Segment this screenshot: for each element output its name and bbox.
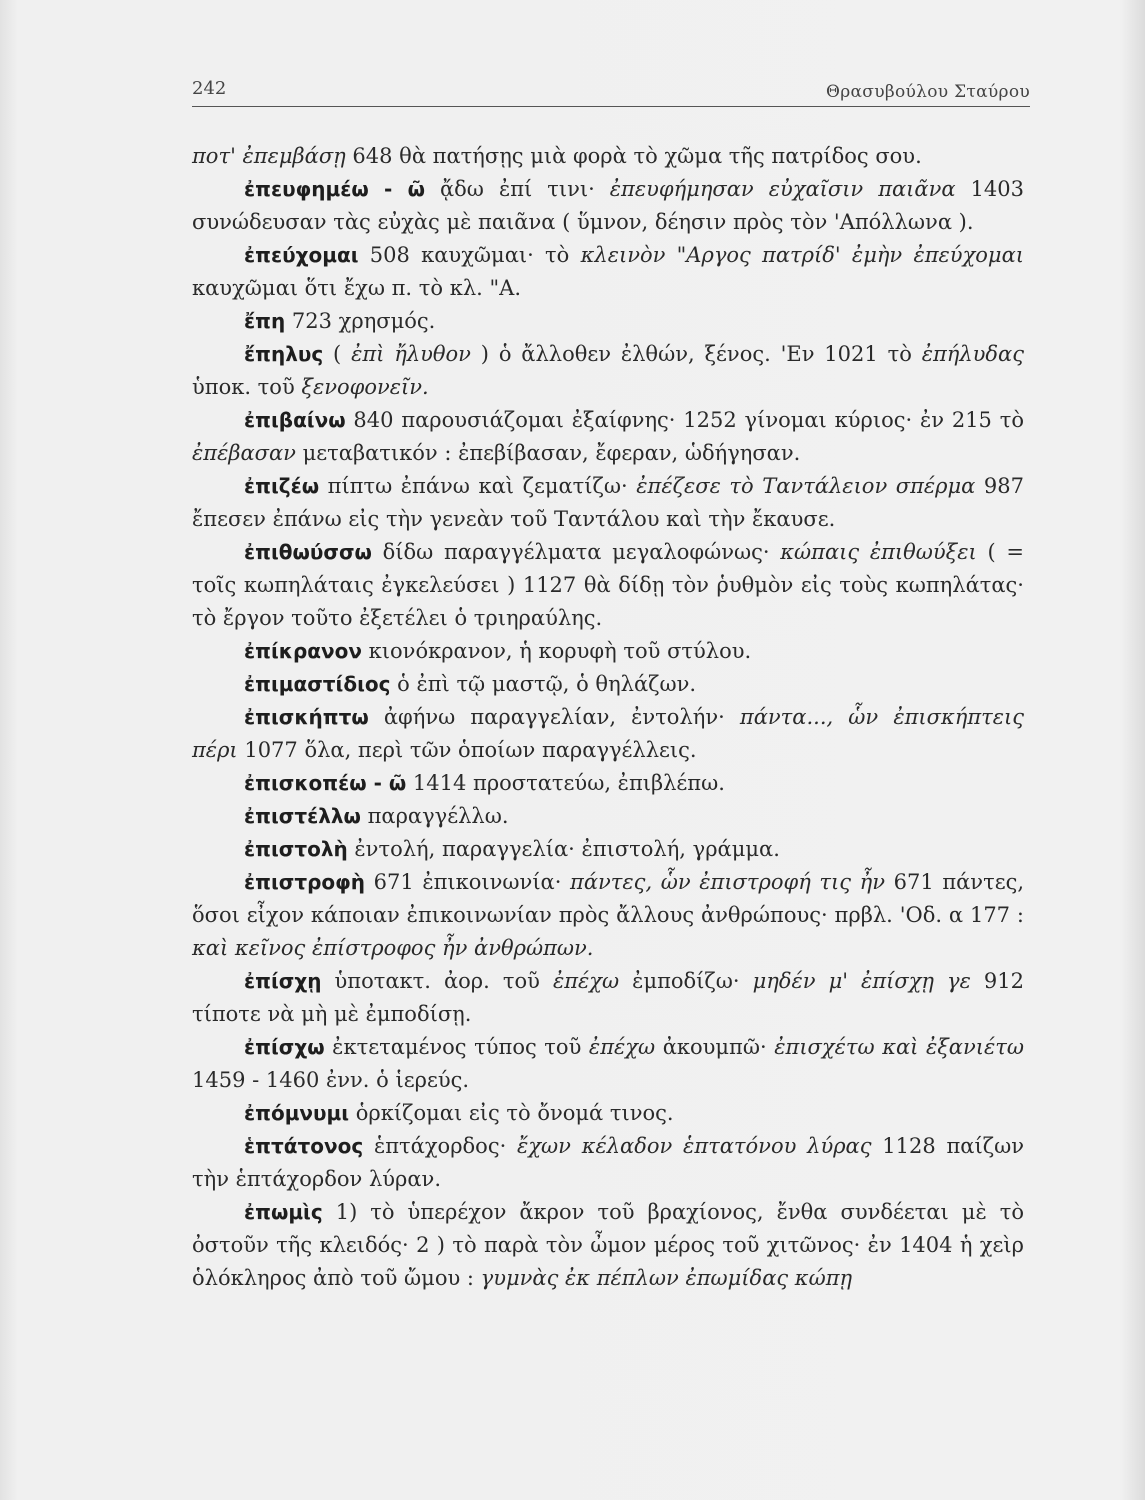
entry-headword: ἐπιστέλλω <box>244 804 361 828</box>
dictionary-entry <box>192 470 1024 536</box>
entry-headword: ἔπηλυς <box>244 342 324 366</box>
entry-headword: ἐπισκοπέω - ῶ <box>244 771 407 795</box>
entry-text: ὑποκ. τοῦ <box>192 375 302 399</box>
entry-text-italic: πάντες, ὧν ἐπιστροφή τις ἦν <box>570 870 885 894</box>
page-header <box>192 76 1030 107</box>
entry-text-italic: ξενοφονεῖν. <box>301 375 429 399</box>
dictionary-entry <box>192 701 1024 767</box>
entry-text: ἐντολή, παραγγελία· ἐπιστολή, γράμμα. <box>347 837 780 861</box>
entry-headword: ἐπιστροφὴ <box>244 870 366 894</box>
dictionary-entry <box>192 305 1024 338</box>
entry-text-italic: ἐπέχω <box>552 969 620 993</box>
entry-text: ἐκτεταμένος τύπος τοῦ <box>324 1035 589 1059</box>
dictionary-entry <box>192 800 1024 833</box>
dictionary-entry <box>192 635 1024 668</box>
entry-text: μεταβατικόν : ἐπεβίβασαν, ἔφεραν, ὡδήγησαν. <box>295 441 801 465</box>
entry-text-italic: ποτ' ἐπεμβάσῃ <box>192 144 346 168</box>
dictionary-entries <box>192 140 1024 1295</box>
entry-headword: ἐπεύχομαι <box>244 243 359 267</box>
entry-text: παραγγέλλω. <box>360 804 509 828</box>
dictionary-entry <box>192 536 1024 635</box>
entry-text: 840 παρουσιάζομαι ἐξαίφνης· 1252 γίνομαι κύριος· ἐν 215 τὸ <box>345 408 1024 432</box>
entry-text: 671 πάντες, ὅσοι εἶχον κάποιαν ἐπικοινωνίαν πρὸς ἄλλους ἀνθρώπους· πρβλ. 'Οδ. α 177 : <box>192 870 1025 927</box>
entry-headword: ἐπωμὶς <box>244 1200 323 1224</box>
entry-text: 508 καυχῶμαι· τὸ <box>358 243 581 267</box>
entry-headword: ἐπιζέω <box>244 474 320 498</box>
entry-headword: ἐπισκήπτω <box>244 705 369 729</box>
entry-headword: ἐπίσχῃ <box>244 969 322 993</box>
dictionary-entry <box>192 140 1024 173</box>
entry-text: 1128 παίζων τὴν ἑπτάχορδον λύραν. <box>192 1134 1024 1191</box>
dictionary-entry <box>192 833 1024 866</box>
entry-text: ) ὁ ἄλλοθεν ἐλθών, ξένος. 'Εν 1021 τὸ <box>470 342 922 366</box>
entry-text: πίπτω ἐπάνω καὶ ζεματίζω· <box>319 474 637 498</box>
entry-headword: ἐπίσχω <box>244 1035 325 1059</box>
entry-headword: ἐπίκρανον <box>244 639 362 663</box>
entry-headword: ἐπευφημέω - ῶ <box>244 177 425 201</box>
entry-text: ὁ ἐπὶ τῷ μαστῷ, ὁ θηλάζων. <box>390 672 697 696</box>
dictionary-entry <box>192 239 1024 305</box>
entry-text: ᾄδω ἐπί τινι· <box>424 177 610 201</box>
entry-text: κιονόκρανον, ἡ κορυφὴ τοῦ στύλου. <box>362 639 752 663</box>
entry-text-italic: ἐπήλυδας <box>921 342 1025 366</box>
dictionary-entry <box>192 1031 1024 1097</box>
dictionary-entry <box>192 965 1024 1031</box>
entry-text: ἀκουμπῶ· <box>655 1035 775 1059</box>
entry-text-italic: ἐπέζεσε τὸ Ταντάλειον σπέρμα <box>636 474 976 498</box>
entry-text-italic: κλεινὸν "Αργος πατρίδ' ἐμὴν ἐπεύχομαι <box>580 243 1024 267</box>
entry-text: ἑπτάχορδος· <box>363 1134 518 1158</box>
entry-headword: ἑπτάτονος <box>244 1134 364 1158</box>
entry-headword: ἐπιθωύσσω <box>244 540 372 564</box>
entry-text: ὁρκίζομαι εἰς τὸ ὄνομά τινος. <box>349 1101 674 1125</box>
entry-text-italic: μηδέν μ' ἐπίσχῃ γε <box>752 969 971 993</box>
entry-headword: ἐπιβαίνω <box>244 408 346 432</box>
entry-text: καυχῶμαι ὅτι ἔχω π. τὸ κλ. "Α. <box>192 276 521 300</box>
entry-text: 1403 συνώδευσαν τὰς εὐχὰς μὲ παιᾶνα ( ὕμνον, δέησιν πρὸς τὸν 'Απόλλωνα ). <box>192 177 1024 234</box>
entry-text-italic: πάντα..., ὧν ἐπισκήπτεις πέρι <box>192 705 1024 762</box>
entry-text: 1459 - 1460 ἐνν. ὁ ἱερεύς. <box>192 1068 470 1092</box>
entry-text-italic: γυμνὰς ἐκ πέπλων ἐπωμίδας κώπῃ <box>480 1266 853 1290</box>
entry-text: δίδω παραγγέλματα μεγαλοφώνως· <box>371 540 781 564</box>
entry-text: 1077 ὅλα, περὶ τῶν ὁποίων παραγγέλλεις. <box>237 738 697 762</box>
entry-text-italic: καὶ κεῖνος ἐπίστροφος ἦν ἀνθρώπων. <box>192 936 594 960</box>
dictionary-entry <box>192 404 1024 470</box>
entry-text: ( = τοῖς κωπηλάταις ἐγκελεύσει ) 1127 θὰ δίδῃ τὸν ῥυθμὸν εἰς τοὺς κωπηλάτας· τὸ ἔργον τοῦτο ἐξετέλει ὁ τριηραύλης. <box>192 540 1024 630</box>
dictionary-entry <box>192 668 1024 701</box>
running-title: Θρασυβούλου Σταύρου <box>826 82 1030 102</box>
entry-text: 671 ἐπικοινωνία· <box>365 870 571 894</box>
entry-text: 1414 προστατεύω, ἐπιβλέπω. <box>406 771 725 795</box>
dictionary-entry <box>192 1130 1024 1196</box>
entry-headword: ἐπιμαστίδιος <box>244 672 391 696</box>
entry-headword: ἔπη <box>244 309 286 333</box>
entry-text-italic: ἔχων κέλαδον ἑπτατόνου λύρας <box>517 1134 872 1158</box>
page-number: 242 <box>192 78 227 99</box>
dictionary-entry <box>192 767 1024 800</box>
entry-text: ἀφήνω παραγγελίαν, ἐντολήν· <box>368 705 740 729</box>
entry-text: 648 θὰ πατήσῃς μιὰ φορὰ τὸ χῶμα τῆς πατρίδος σου. <box>345 144 922 168</box>
entry-text: 723 χρησμός. <box>285 309 436 333</box>
entry-headword: ἐπόμνυμι <box>244 1101 350 1125</box>
dictionary-entry <box>192 1097 1024 1130</box>
entry-text-italic: ἐπέβασαν <box>192 441 296 465</box>
dictionary-entry <box>192 1196 1024 1295</box>
entry-text: 987 ἔπεσεν ἐπάνω εἰς τὴν γενεὰν τοῦ Ταντάλου καὶ τὴν ἔκαυσε. <box>192 474 1025 531</box>
entry-headword: ἐπιστολὴ <box>244 837 348 861</box>
entry-text-italic: ἐπὶ ἤλυθον <box>351 342 471 366</box>
dictionary-entry <box>192 173 1024 239</box>
dictionary-entry <box>192 338 1024 404</box>
entry-text-italic: κώπαις ἐπιθωύξει <box>780 540 977 564</box>
entry-text: 1) τὸ ὑπερέχον ἄκρον τοῦ βραχίονος, ἔνθα συνδέεται μὲ τὸ ὀστοῦν τῆς κλειδός· 2 ) τὸ παρὰ τὸν ὦμον μέρος τοῦ χιτῶνος· ἐν 1404 ἡ χεὶρ ὁλόκληρος ἀπὸ τοῦ ὤμου : <box>192 1200 1024 1290</box>
entry-text: 912 τίποτε νὰ μὴ μὲ ἐμποδίσῃ. <box>192 969 1024 1026</box>
entry-text: ἐμποδίζω· <box>619 969 753 993</box>
entry-text: ὑποτακτ. ἀορ. τοῦ <box>321 969 553 993</box>
entry-text-italic: ἐπισχέτω καὶ ἐξανιέτω <box>774 1035 1024 1059</box>
entry-text-italic: ἐπέχω <box>588 1035 656 1059</box>
entry-text: ( <box>323 342 352 366</box>
entry-text-italic: ἐπευφήμησαν εὐχαῖσιν παιᾶνα <box>609 177 956 201</box>
dictionary-entry <box>192 866 1024 965</box>
